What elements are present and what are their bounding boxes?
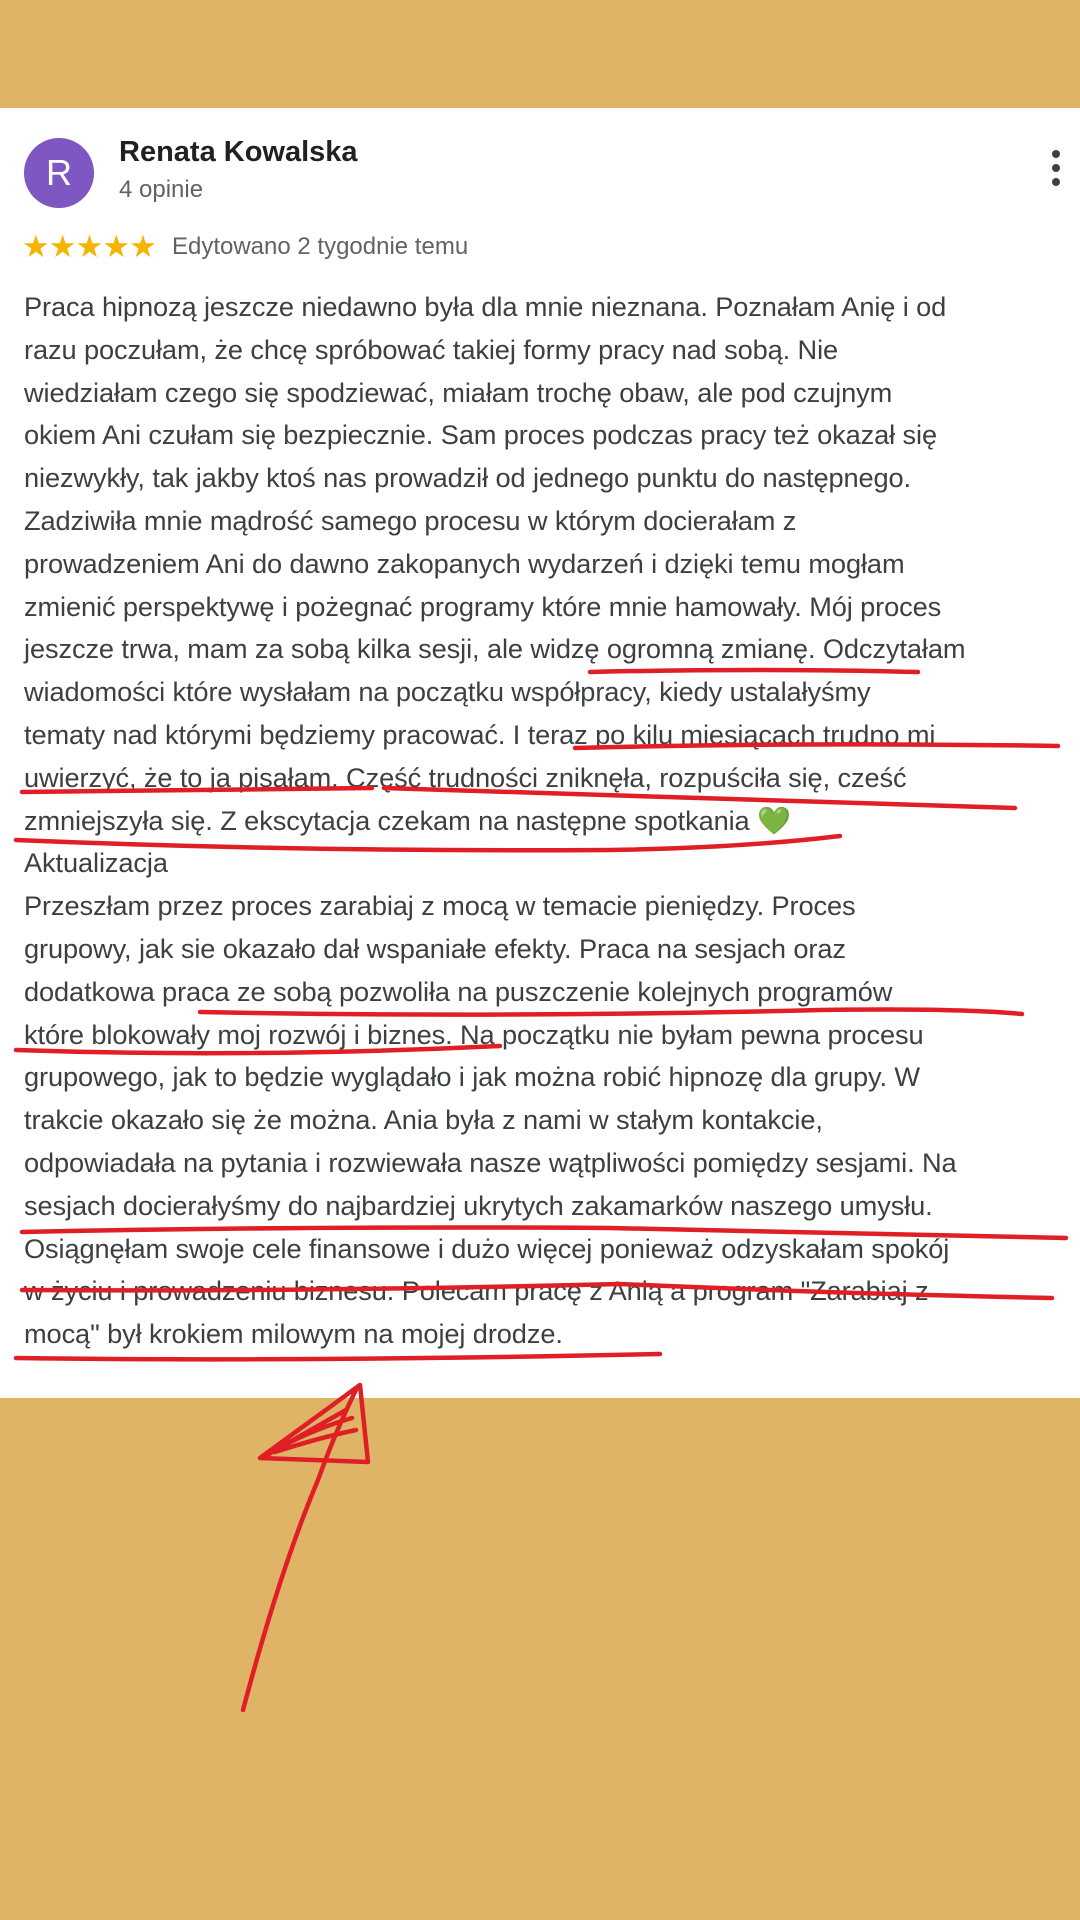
review-text-line: Aktualizacja: [24, 847, 168, 879]
review-text-line: prowadzeniem Ani do dawno zakopanych wydarzeń i dzięki temu mogłam: [24, 547, 905, 579]
review-text-line: razu poczułam, że chcę spróbować takiej formy pracy nad sobą. Nie: [24, 333, 839, 365]
review-text-line: trakcie okazało się że można. Ania była z nami w stałym kontakcie,: [24, 1104, 823, 1136]
review-text-line: uwierzyć, że to ja pisałam. Część trudności zniknęła, rozpuściła się, cześć: [24, 761, 907, 793]
review-text-line: sesjach docierałyśmy do najbardziej ukrytych zakamarków naszego umysłu.: [24, 1189, 933, 1221]
review-text-line: tematy nad którymi będziemy pracować. I teraz po kilu miesiącach trudno mi: [24, 718, 936, 750]
menu-dot: [1052, 178, 1060, 186]
arrow-icon: [243, 1390, 356, 1710]
review-text-line: zmienić perspektywę i pożegnać programy które mnie hamowały. Mój proces: [24, 590, 942, 622]
review-text-line: Praca hipnozą jeszcze niedawno była dla mnie nieznana. Poznałam Anię i od: [24, 291, 947, 322]
review-text-line: grupowy, jak sie okazało dał wspaniałe efekty. Praca na sesjach oraz: [24, 932, 846, 964]
edited-timestamp: Edytowano 2 tygodnie temu: [171, 233, 469, 260]
review-text-line: Osiągnęłam swoje cele finansowe i dużo więcej ponieważ odzyskałam spokój: [24, 1232, 950, 1264]
menu-dot: [1052, 150, 1060, 158]
review-text-line: wiedziałam czego się spodziewać, miałam trochę obaw, ale pod czujnym: [24, 376, 893, 408]
review-text-line: Zadziwiła mnie mądrość samego procesu w którym docierałam z: [24, 504, 797, 536]
review-text-line: wiadomości które wysłałam na początku współpracy, kiedy ustalałyśmy: [24, 676, 871, 708]
review-text-line: mocą" był krokiem milowym na mojej drodze.: [24, 1318, 563, 1350]
menu-dot: [1052, 164, 1060, 172]
review-text-line: jeszcze trwa, mam za sobą kilka sesji, ale widzę ogromną zmianę. Odczytałam: [24, 633, 966, 665]
star-rating-icon: ★★★★★: [22, 229, 156, 264]
review-text-line: okiem Ani czułam się bezpiecznie. Sam proces podczas pracy też okazał się: [24, 419, 937, 451]
avatar[interactable]: R: [24, 138, 94, 208]
review-text-line: grupowego, jak to będzie wyglądało i jak można robić hipnozę dla grupy. W: [24, 1061, 920, 1093]
review-text-line: Przeszłam przez proces zarabiaj z mocą w temacie pieniędzy. Proces: [24, 890, 856, 922]
more-vert-icon[interactable]: [1046, 150, 1066, 194]
review-text-line: odpowiadała na pytania i rozwiewała nasze wątpliwości pomiędzy sesjami. Na: [24, 1146, 957, 1178]
review-text-line: dodatkowa praca ze sobą pozwoliła na puszczenie kolejnych programów: [24, 975, 893, 1007]
review-text-line: niezwykły, tak jakby ktoś nas prowadził od jednego punktu do następnego.: [24, 462, 912, 494]
review-count: 4 opinie: [119, 176, 204, 203]
review-text-line: w życiu i prowadzeniu biznesu. Polecam pracę z Anią a program "Zarabiaj z: [24, 1275, 929, 1307]
review-card: [0, 108, 1080, 1398]
rating-row: [22, 230, 468, 264]
review-text-line: zmniejszyła się. Z ekscytacja czekam na następne spotkania 💚: [24, 804, 791, 836]
review-text-line: które blokowały moj rozwój i biznes. Na początku nie byłam pewna procesu: [24, 1018, 924, 1050]
review-text: [24, 286, 1076, 1356]
author-name[interactable]: Renata Kowalska: [119, 136, 358, 168]
